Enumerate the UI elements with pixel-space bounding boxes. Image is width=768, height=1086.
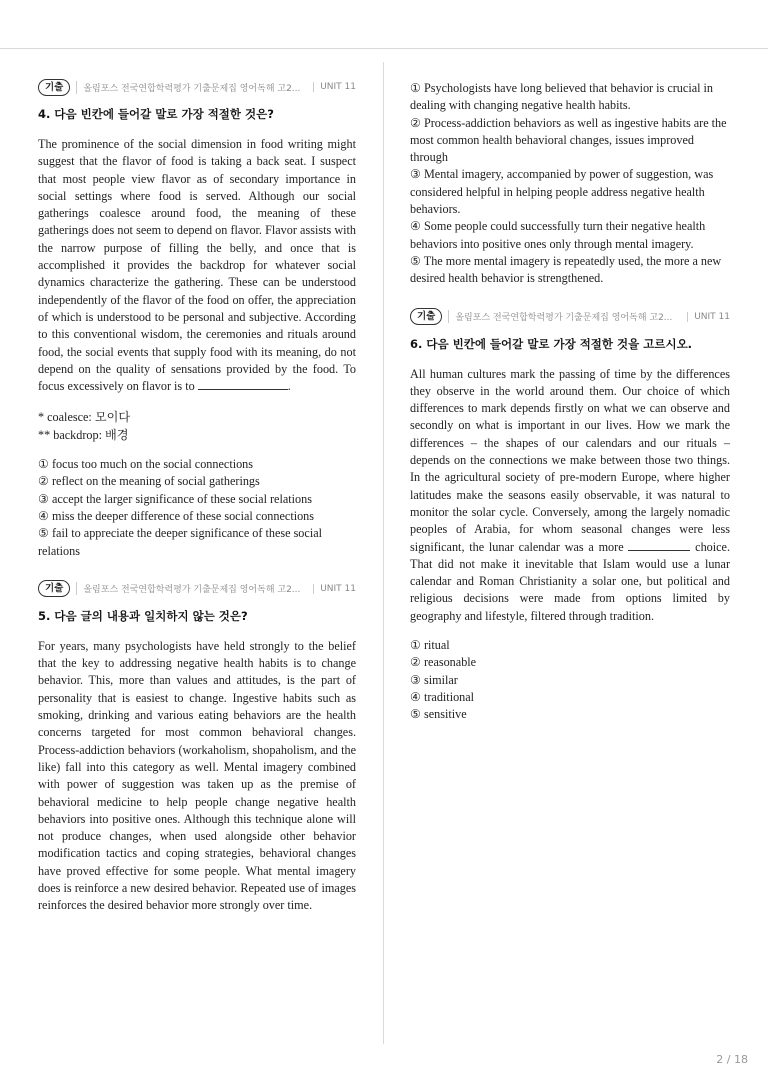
column-divider [383,62,384,1044]
option[interactable]: ① Psychologists have long believed that behavior is crucial in dealing with changing negative health habits. [410,81,714,113]
passage-text: All human cultures mark the passing of time by the differences they observe in the world around them. Our choice of which differences to mark depends firstly on what we can observe and secondly on what is important in our lives. How we mark the differences – the shapes of our calendars and our rituals – depends on the connections we make between those two things. In the agricultural society of pre-modern Europe, where higher latitudes make the seasons easily observable, it was natural to monitor the solar cycle. Conversely, among the largely nomadic peoples of Arabia, for whom seasonal changes were less significant, the lunar calendar was a more [410,366,730,554]
option[interactable]: ② reasonable [410,655,477,670]
option[interactable]: ④ traditional [410,689,475,704]
answer-blank [628,539,690,551]
footnote: ** backdrop: 배경 [38,427,129,442]
question-6 [410,308,730,724]
option[interactable]: ④ Some people could successfully turn their negative health behaviors into positive ones only through mental imagery. [410,219,706,251]
passage: For years, many psychologists have held strongly to the belief that the key to addressing negative health habits is to change behavior. This, more than values and attitudes, is the part of personality that is easiest to change. Ingestive habits such as smoking, drinking and various eating behaviors are the health concerns targeted for most common behavioral changes. Process-addiction behaviors (workaholism, shopaholism, and the like) fall into this category as well. Mental imagery combined with power of suggestion was taken up as the premise of behavioral medicine to help people change negative health behaviors into positive ones. Although this technique alone will not produce changes, when used alongside other behavior modification tactics and coping strategies, behavioral changes have proved effective for some people. What mental imagery does is reinforce a new desired behavior. Repeated use of images reinforces the desired behavior more strongly over time. [38,638,356,913]
passage [38,136,356,395]
unit-label: UNIT 11 [313,82,356,92]
exam-tag: 기출 [410,308,442,325]
exam-tag: 기출 [38,580,70,597]
option[interactable]: ⑤ sensitive [410,707,467,722]
option[interactable]: ① ritual [410,638,450,653]
footnotes [38,409,356,444]
passage-end: . [287,379,291,394]
footnote: * coalesce: 모이다 [38,410,131,425]
question-4 [38,78,356,560]
question-title: 4. 다음 빈칸에 들어갈 말로 가장 적절한 것은? [38,107,274,121]
option[interactable]: ③ accept the larger significance of these social relations [38,491,312,506]
question-header [38,78,356,96]
passage [410,366,730,625]
unit-label: UNIT 11 [687,312,730,322]
option[interactable]: ③ Mental imagery, accompanied by power of suggestion, was considered helpful in helping people address negative health behaviors. [410,167,714,217]
options [410,637,730,723]
option[interactable]: ② Process-addiction behaviors as well as ingestive habits are the most common health behavioral changes, issues improved through [410,115,727,165]
option[interactable]: ④ miss the deeper difference of these social connections [38,508,315,523]
question-5 [38,580,356,915]
top-rule [0,48,768,49]
question-header [38,580,356,598]
option[interactable]: ⑤ The more mental imagery is repeatedly used, the more a new desired health behavior is strengthened. [410,253,722,286]
right-column [410,80,730,724]
q5-options [410,80,730,288]
source-title: 올림포스 전국연합학력평가 기출문제집 영어독해 고2... [448,310,687,323]
question-title: 5. 다음 글의 내용과 일치하지 않는 것은? [38,608,248,623]
page-number: 2 / 18 [716,1053,748,1066]
option[interactable]: ③ similar [410,672,458,687]
unit-label: UNIT 11 [313,584,356,594]
options [38,456,356,560]
question-title: 6. 다음 빈칸에 들어갈 말로 가장 적절한 것을 고르시오. [410,336,693,351]
passage-text: The prominence of the social dimension in food writing might suggest that the flavor of food is taking a back seat. I suspect that most people view flavor as of secondary importance in social settings where food is served. Although our social gatherings coalesce around food, the meaning of these gatherings does not seem to depend on flavor. Flavor assists with the narrow purpose of filling the belly, and once that is accomplished it provides the backdrop for whatever social dynamics characterize the gathering. These can be understood independently of the flavor of the food on offer, the appreciation of which is understood to be personal and subjective. According to this conventional wisdom, the ceremonies and rituals around food, the social events that supply food with its meaning, do not depend on the quality of sensations provided by the food. To focus excessively on flavor is to [38,137,356,394]
question-header [410,308,730,326]
source-title: 올림포스 전국연합학력평가 기출문제집 영어독해 고2... [76,582,313,595]
source-title: 올림포스 전국연합학력평가 기출문제집 영어독해 고2... [76,81,313,94]
exam-tag: 기출 [38,79,70,96]
option[interactable]: ① focus too much on the social connections [38,457,254,472]
option[interactable]: ⑤ fail to appreciate the deeper significance of these social relations [38,526,322,558]
option[interactable]: ② reflect on the meaning of social gatherings [38,474,260,489]
answer-blank [198,378,288,390]
left-column [38,78,356,915]
passage-text-continued: choice. That did not make it inevitable that Islam would use a lunar calendar and Roman Christianity a solar one, but political and religious decisions were made from options limited by geography and lifestyle, filtered through tradition. [410,539,731,623]
